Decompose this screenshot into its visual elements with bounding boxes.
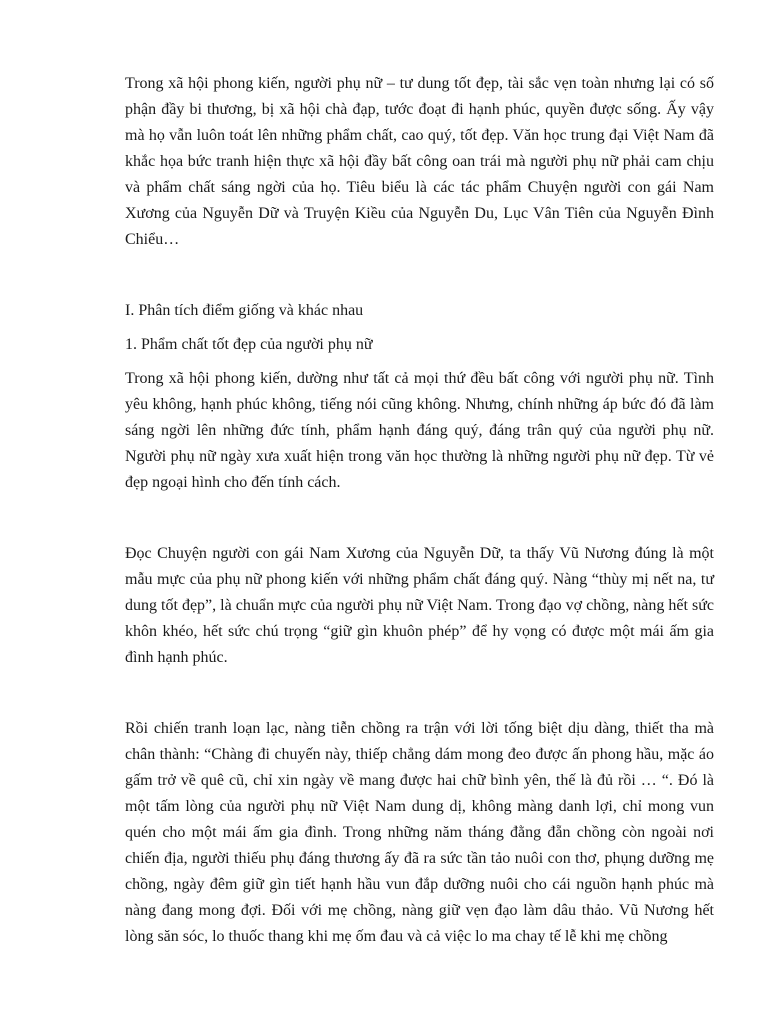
body-paragraph-1: Trong xã hội phong kiến, dường như tất cả mọi thứ đều bất công với người phụ nữ. Tình yêu không, hạnh phúc không, tiếng nói cũng không. Nhưng, chính những áp bức đó đã làm sáng ngời lên những đức tính, phẩm hạnh đáng quý, đáng trân quý của người phụ nữ. Người phụ nữ ngày xưa xuất hiện trong văn học thường là những người phụ nữ đẹp. Từ vẻ đẹp ngoại hình cho đến tính cách. [125,370,714,491]
body-paragraph-2: Đọc Chuyện người con gái Nam Xương của Nguyễn Dữ, ta thấy Vũ Nương đúng là một mẫu mực của phụ nữ phong kiến với những phẩm chất đáng quý. Nàng “thùy mị nết na, tư dung tốt đẹp”, là chuẩn mực của người phụ nữ Việt Nam. Trong đạo vợ chồng, nàng hết sức khôn khéo, hết sức chú trọng “giữ gìn khuôn phép” để hy vọng có được một mái ấm gia đình hạnh phúc. [125,545,714,666]
subsection-heading: 1. Phẩm chất tốt đẹp của người phụ nữ [125,336,373,353]
section-heading: I. Phân tích điểm giống và khác nhau [125,302,364,319]
body-paragraph-3: Rồi chiến tranh loạn lạc, nàng tiễn chồng ra trận với lời tống biệt dịu dàng, thiết tha mà chân thành: “Chàng đi chuyến này, thiếp chẳng dám mong đeo được ấn phong hầu, mặc áo gấm trở về quê cũ, chỉ xin ngày về mang được hai chữ bình yên, thế là đủ rồi … “. Đó là một tấm lòng của người phụ nữ Việt Nam dung dị, không màng danh lợi, chỉ mong vun quén cho một mái ấm gia đình. Trong những năm tháng đằng đẵn chồng còn ngoài nơi chiến địa, người thiếu phụ đáng thương ấy đã ra sức tần tảo nuôi con thơ, phụng dưỡng mẹ chồng, ngày đêm giữ gìn tiết hạnh hầu vun đắp dưỡng nuôi cho cái nguồn hạnh phúc mà nàng đang mong đợi. Đối với mẹ chồng, nàng giữ vẹn đạo làm dâu thảo. Vũ Nương hết lòng săn sóc, lo thuốc thang khi mẹ ốm đau và cả việc lo ma chay tế lễ khi mẹ chồng [125,720,714,945]
intro-paragraph: Trong xã hội phong kiến, người phụ nữ – tư dung tốt đẹp, tài sắc vẹn toàn nhưng lại có số phận đầy bi thương, bị xã hội chà đạp, tước đoạt đi hạnh phúc, quyền được sống. Ấy vậy mà họ vẫn luôn toát lên những phẩm chất, cao quý, tốt đẹp. Văn học trung đại Việt Nam đã khắc họa bức tranh hiện thực xã hội đầy bất công oan trái mà người phụ nữ phải cam chịu và phẩm chất sáng ngời của họ. Tiêu biểu là các tác phẩm Chuyện người con gái Nam Xương của Nguyễn Dữ và Truyện Kiều của Nguyễn Du, Lục Vân Tiên của Nguyễn Đình Chiểu… [125,75,714,248]
document-page [125,71,714,950]
